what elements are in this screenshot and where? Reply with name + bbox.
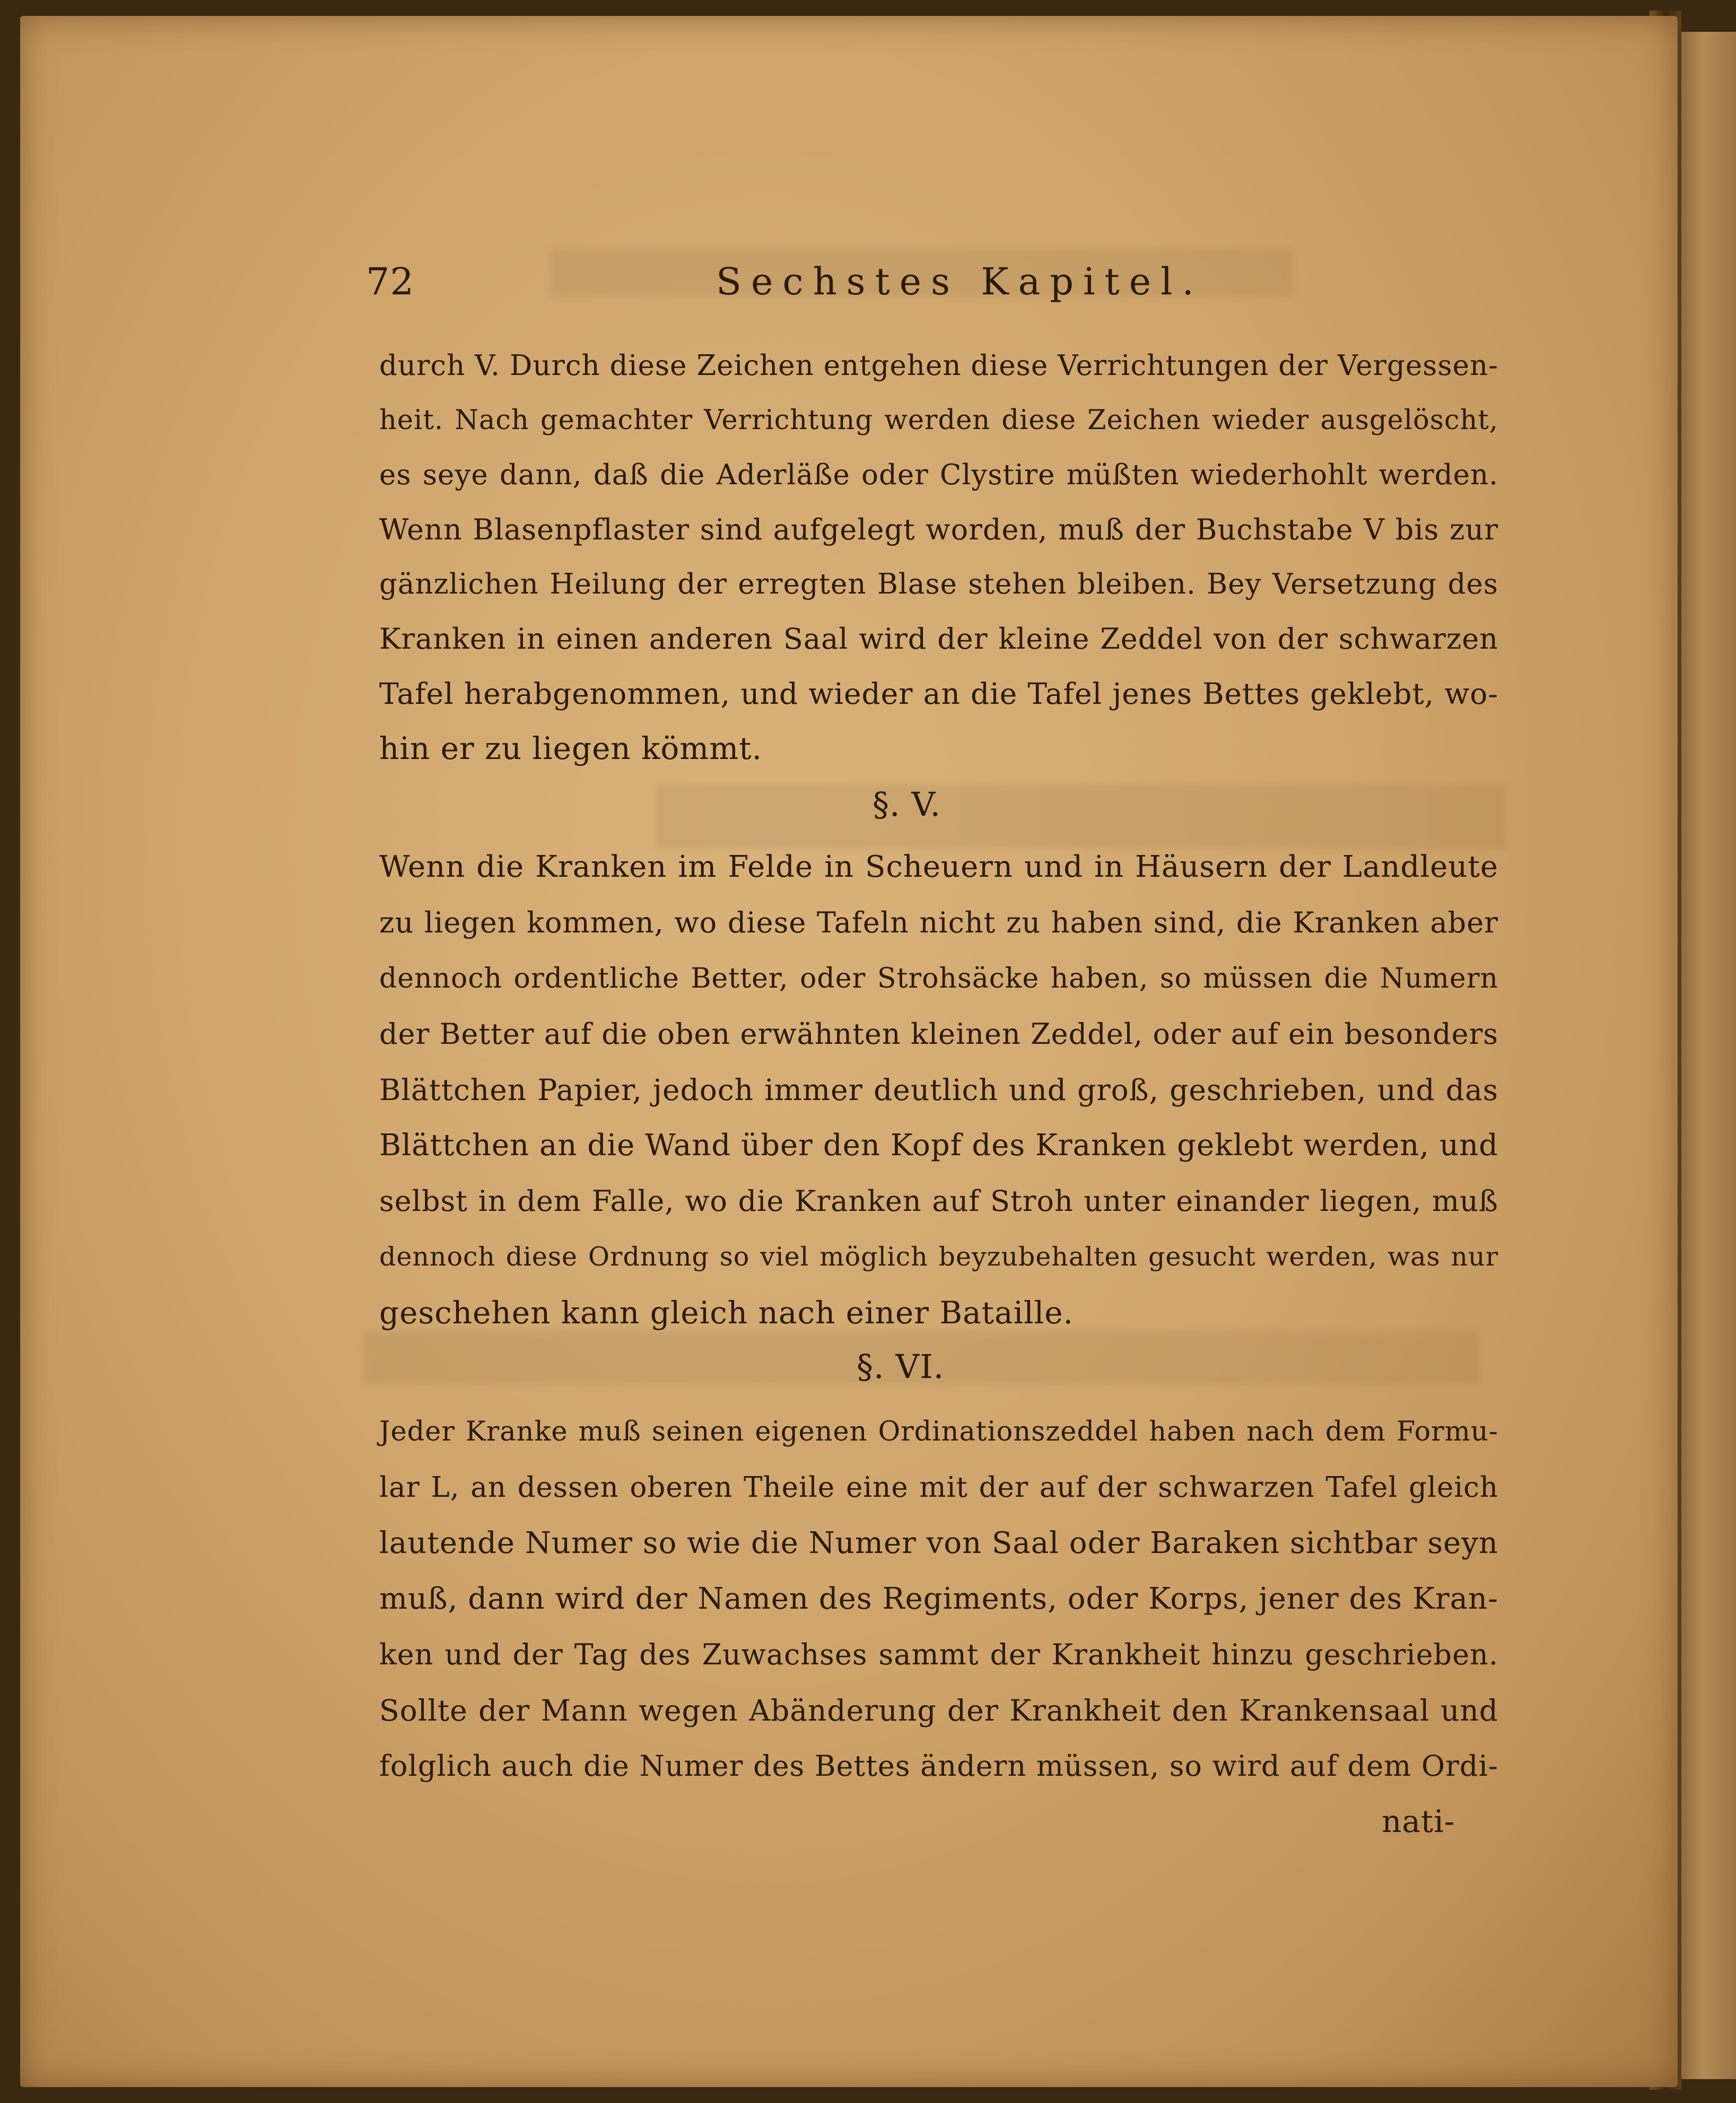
text-line: der Better auf die oben erwähnten kleinen Zeddel, oder auf ein besonders xyxy=(379,1017,1498,1051)
page-body xyxy=(379,345,1498,2042)
text-line: Kranken in einen anderen Saal wird der kleine Zeddel von der schwarzen xyxy=(379,622,1498,656)
text-line: gänzlichen Heilung der erregten Blase stehen bleiben. Bey Versetzung des xyxy=(379,568,1498,600)
text-line-last: geschehen kann gleich nach einer Bataille. xyxy=(379,1295,1074,1331)
text-line: Wenn Blasenpflaster sind aufgelegt worden, muß der Buchstabe V bis zur xyxy=(379,513,1498,546)
text-line: selbst in dem Falle, wo die Kranken auf Stroh unter einander liegen, muß xyxy=(379,1184,1498,1218)
text-line: heit. Nach gemachter Verrichtung werden diese Zeichen wieder ausgelöscht, xyxy=(379,405,1498,436)
text-line: lar L, an dessen oberen Theile eine mit der auf der schwarzen Tafel gleich xyxy=(379,1471,1498,1504)
text-line: folglich auch die Numer des Bettes ändern müssen, so wird auf dem Ordi- xyxy=(379,1749,1498,1783)
text-line: Jeder Kranke muß seinen eigenen Ordinationszeddel haben nach dem Formu- xyxy=(379,1416,1498,1447)
text-line: zu liegen kommen, wo diese Tafeln nicht zu haben sind, die Kranken aber xyxy=(379,906,1498,939)
section-heading-v: §. V. xyxy=(873,785,941,824)
text-line: durch V. Durch diese Zeichen entgehen diese Verrichtungen der Vergessen- xyxy=(379,350,1498,382)
facing-page-edge xyxy=(1681,32,1736,2079)
text-line: Sollte der Mann wegen Abänderung der Krankheit den Krankensaal und xyxy=(379,1694,1498,1727)
text-line: lautende Numer so wie die Numer von Saal oder Baraken sichtbar seyn xyxy=(379,1526,1498,1560)
text-line: ken und der Tag des Zuwachses sammt der Krankheit hinzu geschrieben. xyxy=(379,1638,1498,1671)
text-line: es seye dann, daß die Aderläße oder Clystire müßten wiederhohlt werden. xyxy=(379,459,1498,491)
text-line: Blättchen an die Wand über den Kopf des Kranken geklebt werden, und xyxy=(379,1128,1498,1163)
text-line-last: hin er zu liegen kömmt. xyxy=(379,730,763,766)
text-line: Wenn die Kranken im Felde in Scheuern und in Häusern der Landleute xyxy=(379,850,1498,884)
catchword: nati- xyxy=(1382,1803,1455,1839)
section-heading-vi: §. VI. xyxy=(857,1347,945,1386)
text-line: Blättchen Papier, jedoch immer deutlich und groß, geschrieben, und das xyxy=(379,1073,1498,1107)
running-title: Sechstes Kapitel. xyxy=(716,260,1203,303)
page-number: 72 xyxy=(366,260,415,303)
text-line: muß, dann wird der Namen des Regiments, oder Korps, jener des Kran- xyxy=(379,1582,1498,1616)
text-line: Tafel herabgenommen, und wieder an die Tafel jenes Bettes geklebt, wo- xyxy=(379,677,1498,711)
text-line: dennoch diese Ordnung so viel möglich beyzubehalten gesucht werden, was nur xyxy=(379,1242,1498,1272)
page-header xyxy=(366,260,1268,318)
text-line: dennoch ordentliche Better, oder Strohsäcke haben, so müssen die Numern xyxy=(379,963,1498,994)
